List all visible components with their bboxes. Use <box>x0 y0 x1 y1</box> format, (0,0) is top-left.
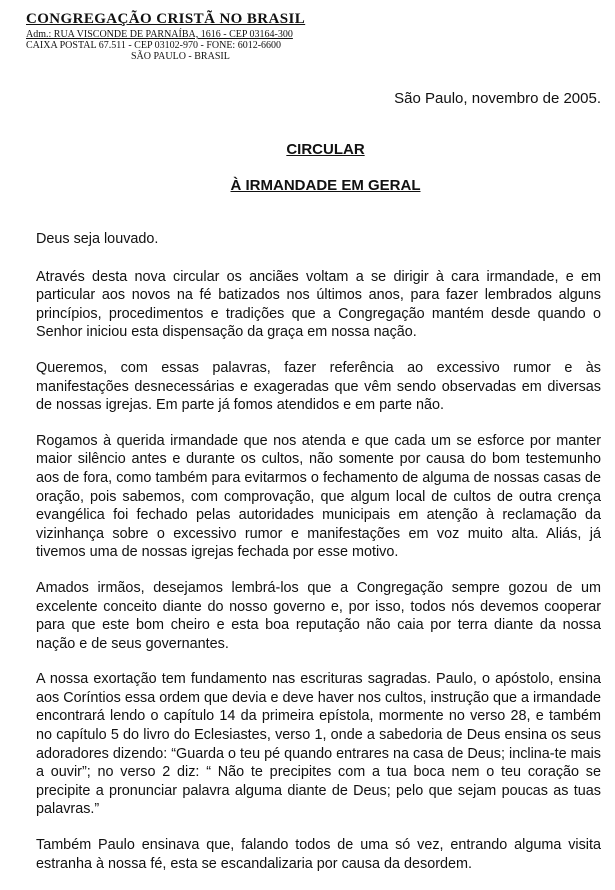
body-paragraph: Rogamos à querida irmandade que nos atenda e que cada um se esforce por manter maior silêncio antes e durante os cultos, não somente por causa do bom testemunho aos de fora, como também para evitarmos o fechamento de alguma de nossas casas de oração, pois sabemos, com comprovação, que algum local de cultos de outra crença evangélica foi fechado pelas autoridades municipais em atenção à reclamação da vizinhança sobre o excessivo rumor e manifestações em voz muito alta. Aliás, já tivemos uma de nossas igrejas fechada por esse motivo. <box>36 432 601 561</box>
address-line: Adm.: RUA VISCONDE DE PARNAÍBA, 1616 - CEP 03164-300 <box>26 29 293 40</box>
greeting: Deus seja louvado. <box>36 231 159 247</box>
body-paragraph: Amados irmãos, desejamos lembrá-los que a Congregação sempre gozou de um excelente conceito diante do nosso governo e, por isso, todos nós devemos cooperar para que este bom cheiro e esta boa reputação não caia por terra diante da nossa nação e de seus governantes. <box>36 579 601 652</box>
body-paragraph: Através desta nova circular os anciães voltam a se dirigir à cara irmandade, e em particular aos novos na fé batizados nos últimos anos, para fazer lembrados alguns princípios, procedimentos e tradições que a Congregação mantém desde quando o Senhor iniciou esta dispensação da graça em nossa nação. <box>36 268 601 341</box>
body-paragraph: Queremos, com essas palavras, fazer referência ao excessivo rumor e às manifestações desnecessárias e exageradas que vêm sendo observadas em diversas de nossas igrejas. Em parte já fomos atendidos e em parte não. <box>36 359 601 414</box>
document-title: CIRCULAR <box>286 141 365 158</box>
letter-body <box>36 230 601 890</box>
address-line: CAIXA POSTAL 67.511 - CEP 03102-970 - FONE: 6012-6600 <box>26 40 282 51</box>
body-paragraph: Também Paulo ensinava que, falando todos de uma só vez, entrando alguma visita estranha à nossa fé, esta se escandalizaria por causa da desordem. <box>36 837 601 872</box>
body-paragraph: A nossa exortação tem fundamento nas escrituras sagradas. Paulo, o apóstolo, ensina aos Coríntios essa ordem que devia e deve haver nos cultos, instrução que a irmandade encontrará lendo o capítulo 14 da primeira epístola, mormente no verso 28, e também no capítulo 5 do livro do Eclesiastes, verso 1, onde a sabedoria de Deus ensina os seus adoradores dizendo: “Guarda o teu pé quando entrares na casa de Deus; inclina-te mais a ouvir”; no verso 2 diz: “ Não te precipites com a tua boca nem o teu coração se precipite a pronunciar palavra alguma diante de Deus; pelo que sejam poucas as tuas palavras.” <box>36 671 601 818</box>
address-line: SÃO PAULO - BRASIL <box>131 51 230 62</box>
place-date: São Paulo, novembro de 2005. <box>394 90 601 107</box>
letterhead <box>26 12 305 63</box>
organization-name: CONGREGAÇÃO CRISTÃ NO BRASIL <box>26 11 306 27</box>
addressee-heading: À IRMANDADE EM GERAL <box>230 177 421 194</box>
